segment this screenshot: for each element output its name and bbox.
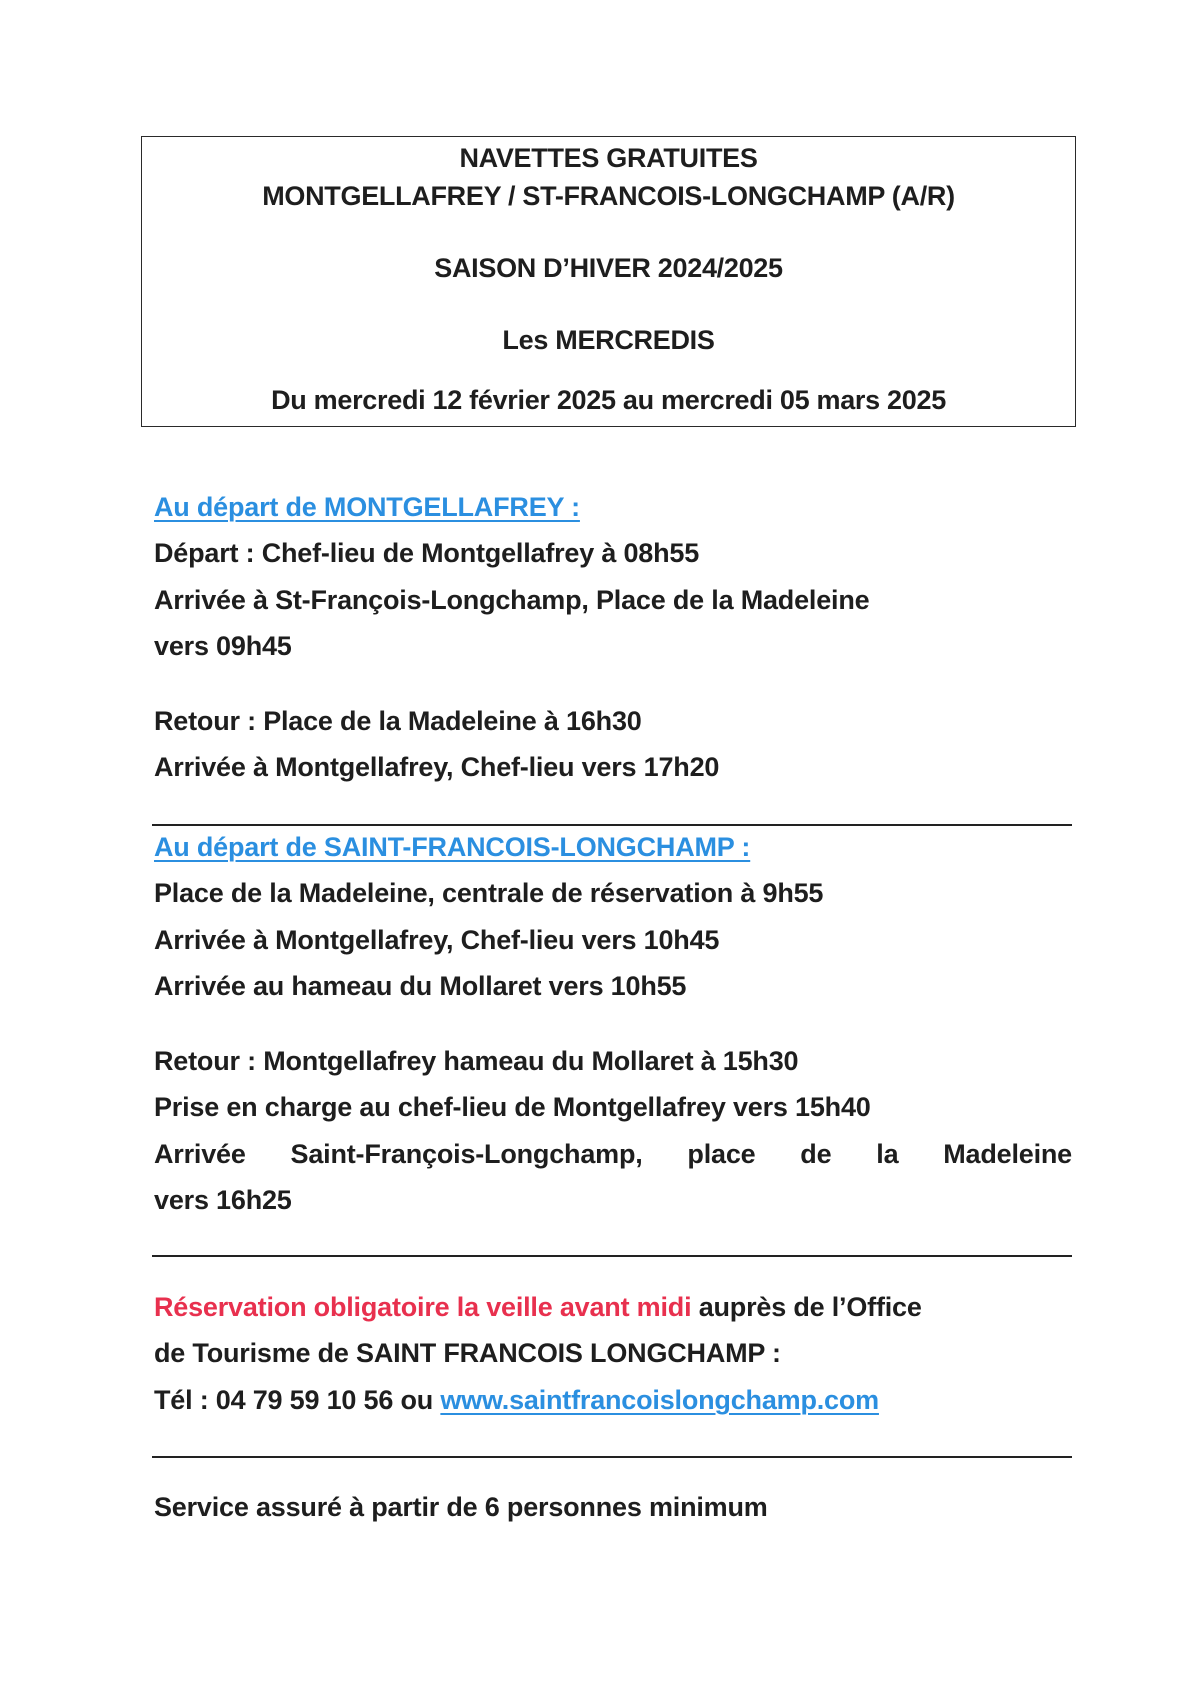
reservation-line xyxy=(154,1292,922,1323)
title-box xyxy=(141,136,1076,427)
reservation-warning: Réservation obligatoire la veille avant midi xyxy=(154,1292,692,1322)
title-line-2: MONTGELLAFREY / ST-FRANCOIS-LONGCHAMP (A/R) xyxy=(262,181,955,211)
schedule-line: Arrivée Saint-François-Longchamp, place de la Madeleine xyxy=(154,1139,1072,1169)
minimum-passengers-note: Service assuré à partir de 6 personnes minimum xyxy=(154,1492,768,1522)
title-line-1: NAVETTES GRATUITES xyxy=(459,143,758,173)
phone-number: Tél : 04 79 59 10 56 ou xyxy=(154,1385,441,1415)
website-link[interactable]: www.saintfrancoislongchamp.com xyxy=(440,1385,879,1415)
section-heading-montgellafrey: Au départ de MONTGELLAFREY : xyxy=(154,492,580,522)
divider xyxy=(152,1456,1072,1458)
schedule-line: Retour : Place de la Madeleine à 16h30 xyxy=(154,706,642,736)
schedule-line: Place de la Madeleine, centrale de réservation à 9h55 xyxy=(154,878,824,908)
schedule-line: Retour : Montgellafrey hameau du Mollaret à 15h30 xyxy=(154,1046,799,1076)
schedule-line: vers 09h45 xyxy=(154,631,292,661)
reservation-office-line: de Tourisme de SAINT FRANCOIS LONGCHAMP : xyxy=(154,1338,781,1368)
date-range-line: Du mercredi 12 février 2025 au mercredi 05 mars 2025 xyxy=(271,385,946,415)
schedule-line: vers 16h25 xyxy=(154,1185,292,1215)
schedule-line: Arrivée au hameau du Mollaret vers 10h55 xyxy=(154,971,687,1001)
days-line: Les MERCREDIS xyxy=(502,325,715,355)
schedule-line: Arrivée à St-François-Longchamp, Place de la Madeleine xyxy=(154,585,870,615)
section-heading-saint-francois: Au départ de SAINT-FRANCOIS-LONGCHAMP : xyxy=(154,832,751,862)
schedule-line: Arrivée à Montgellafrey, Chef-lieu vers 17h20 xyxy=(154,752,720,782)
reservation-office: auprès de l’Office xyxy=(691,1292,922,1322)
schedule-line: Départ : Chef-lieu de Montgellafrey à 08h55 xyxy=(154,538,700,568)
schedule-line: Arrivée à Montgellafrey, Chef-lieu vers 10h45 xyxy=(154,925,720,955)
divider xyxy=(152,1255,1072,1257)
contact-line xyxy=(154,1385,879,1416)
schedule-line: Prise en charge au chef-lieu de Montgellafrey vers 15h40 xyxy=(154,1092,871,1122)
season-line: SAISON D’HIVER 2024/2025 xyxy=(434,253,783,283)
divider xyxy=(152,824,1072,826)
